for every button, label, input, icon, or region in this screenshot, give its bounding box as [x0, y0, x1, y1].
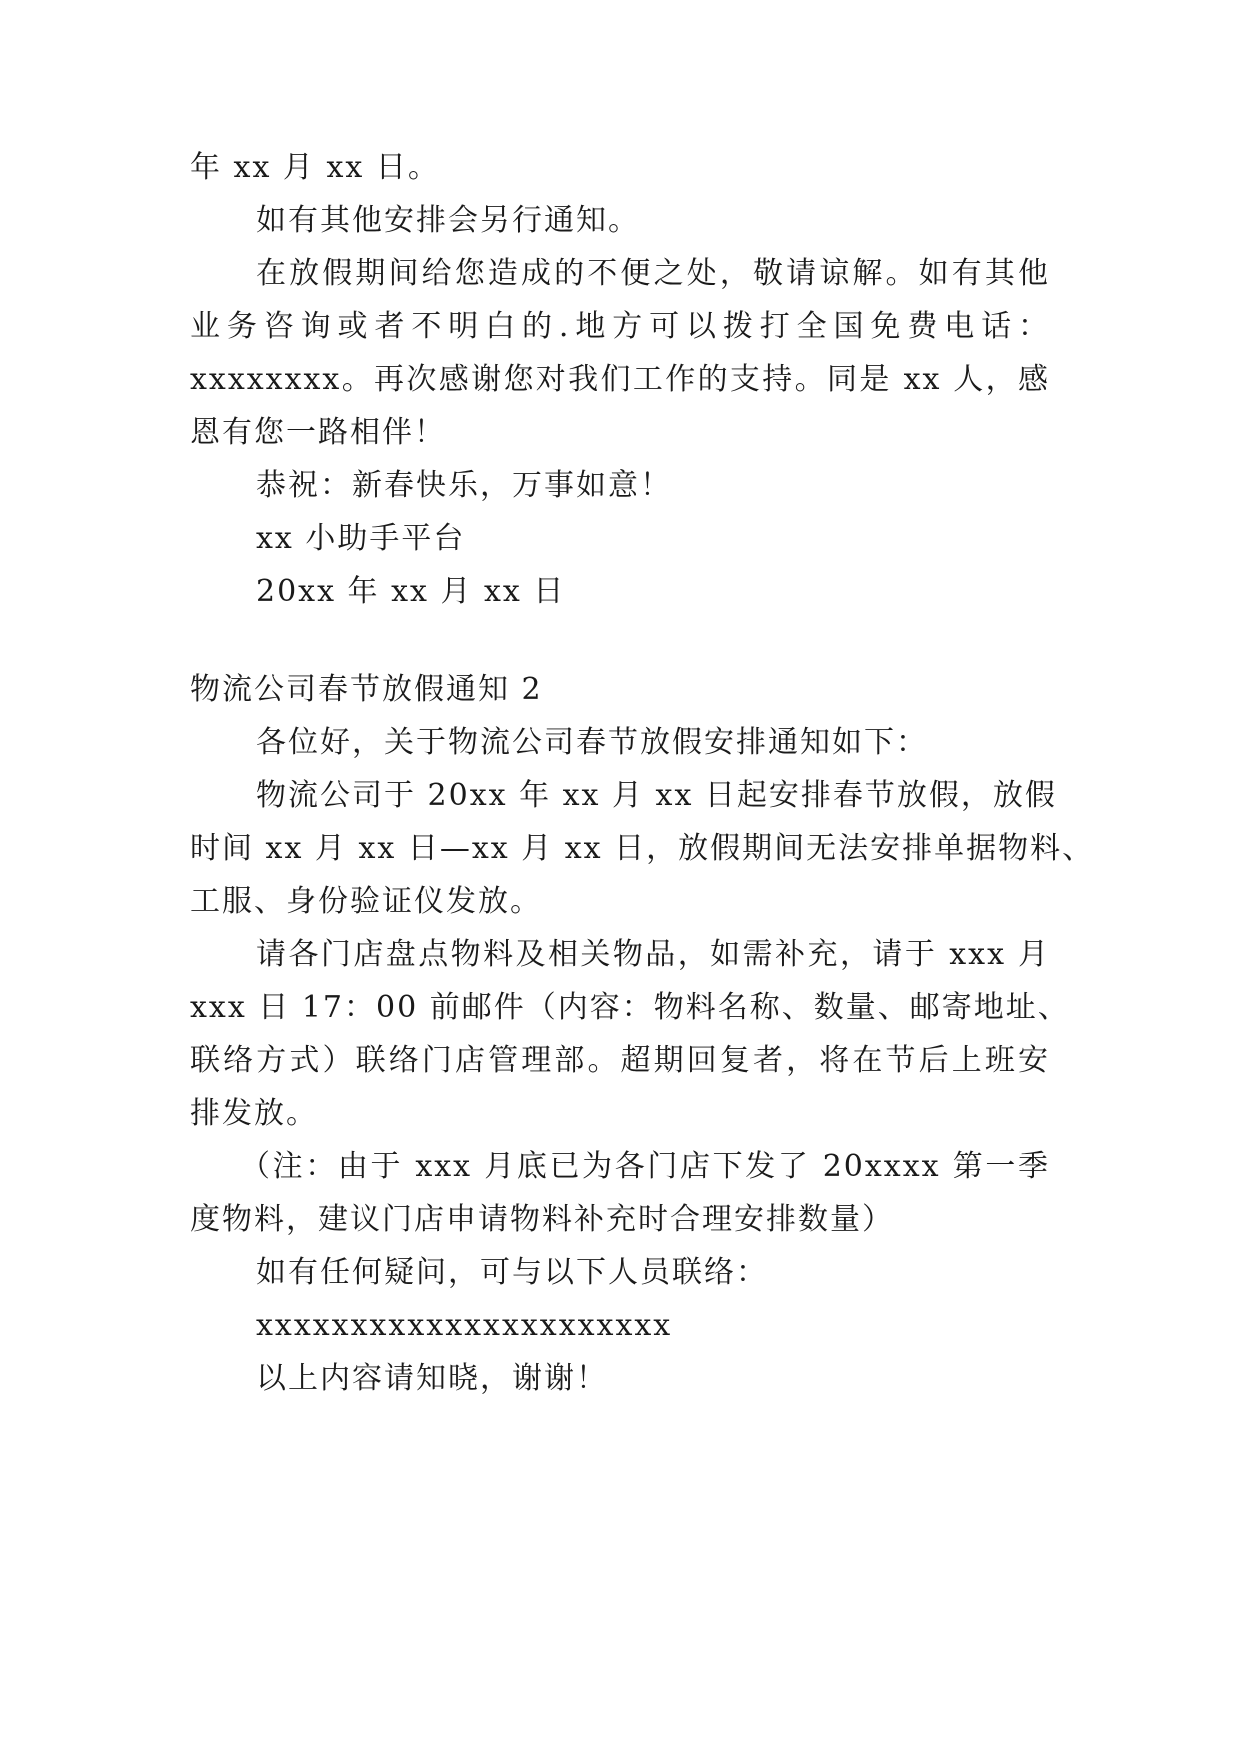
- greeting-line: 恭祝：新春快乐，万事如意！: [256, 468, 672, 503]
- signature-sender: xx 小助手平台: [256, 521, 466, 556]
- text-line: xxxxxxxx。再次感谢您对我们工作的支持。同是 xx 人，感: [190, 362, 1050, 397]
- text-line: 各位好，关于物流公司春节放假安排通知如下：: [256, 725, 928, 760]
- text-line: 排发放。: [190, 1096, 318, 1131]
- text-line: 请各门店盘点物料及相关物品，如需补充，请于 xxx 月: [256, 937, 1050, 972]
- signature-date: 20xx 年 xx 月 xx 日: [256, 574, 566, 609]
- text-line: 年 xx 月 xx 日。: [190, 150, 440, 185]
- text-line: 如有其他安排会另行通知。: [256, 203, 640, 238]
- text-line: 业务咨询或者不明白的.地方可以拨打全国免费电话：: [190, 309, 1050, 344]
- text-line: 如有任何疑问，可与以下人员联络：: [256, 1255, 768, 1290]
- text-line: 物流公司于 20xx 年 xx 月 xx 日起安排春节放假，放假: [256, 778, 1057, 813]
- text-line: 联络方式）联络门店管理部。超期回复者，将在节后上班安: [190, 1043, 1050, 1078]
- text-line: 在放假期间给您造成的不便之处，敬请谅解。如有其他: [256, 256, 1050, 291]
- text-line: xxx 日 17：00 前邮件（内容：物料名称、数量、邮寄地址、: [190, 990, 1070, 1025]
- text-line: 工服、身份验证仪发放。: [190, 884, 542, 919]
- contact-line: xxxxxxxxxxxxxxxxxxxxxx: [256, 1308, 673, 1343]
- text-line: 时间 xx 月 xx 日—xx 月 xx 日，放假期间无法安排单据物料、: [190, 831, 1095, 866]
- closing-line: 以上内容请知晓，谢谢！: [256, 1361, 608, 1396]
- note-line: （注：由于 xxx 月底已为各门店下发了 20xxxx 第一季: [240, 1149, 1050, 1184]
- text-line: 恩有您一路相伴！: [190, 415, 446, 450]
- section-title: 物流公司春节放假通知 2: [190, 672, 543, 707]
- note-line: 度物料，建议门店申请物料补充时合理安排数量）: [190, 1202, 894, 1237]
